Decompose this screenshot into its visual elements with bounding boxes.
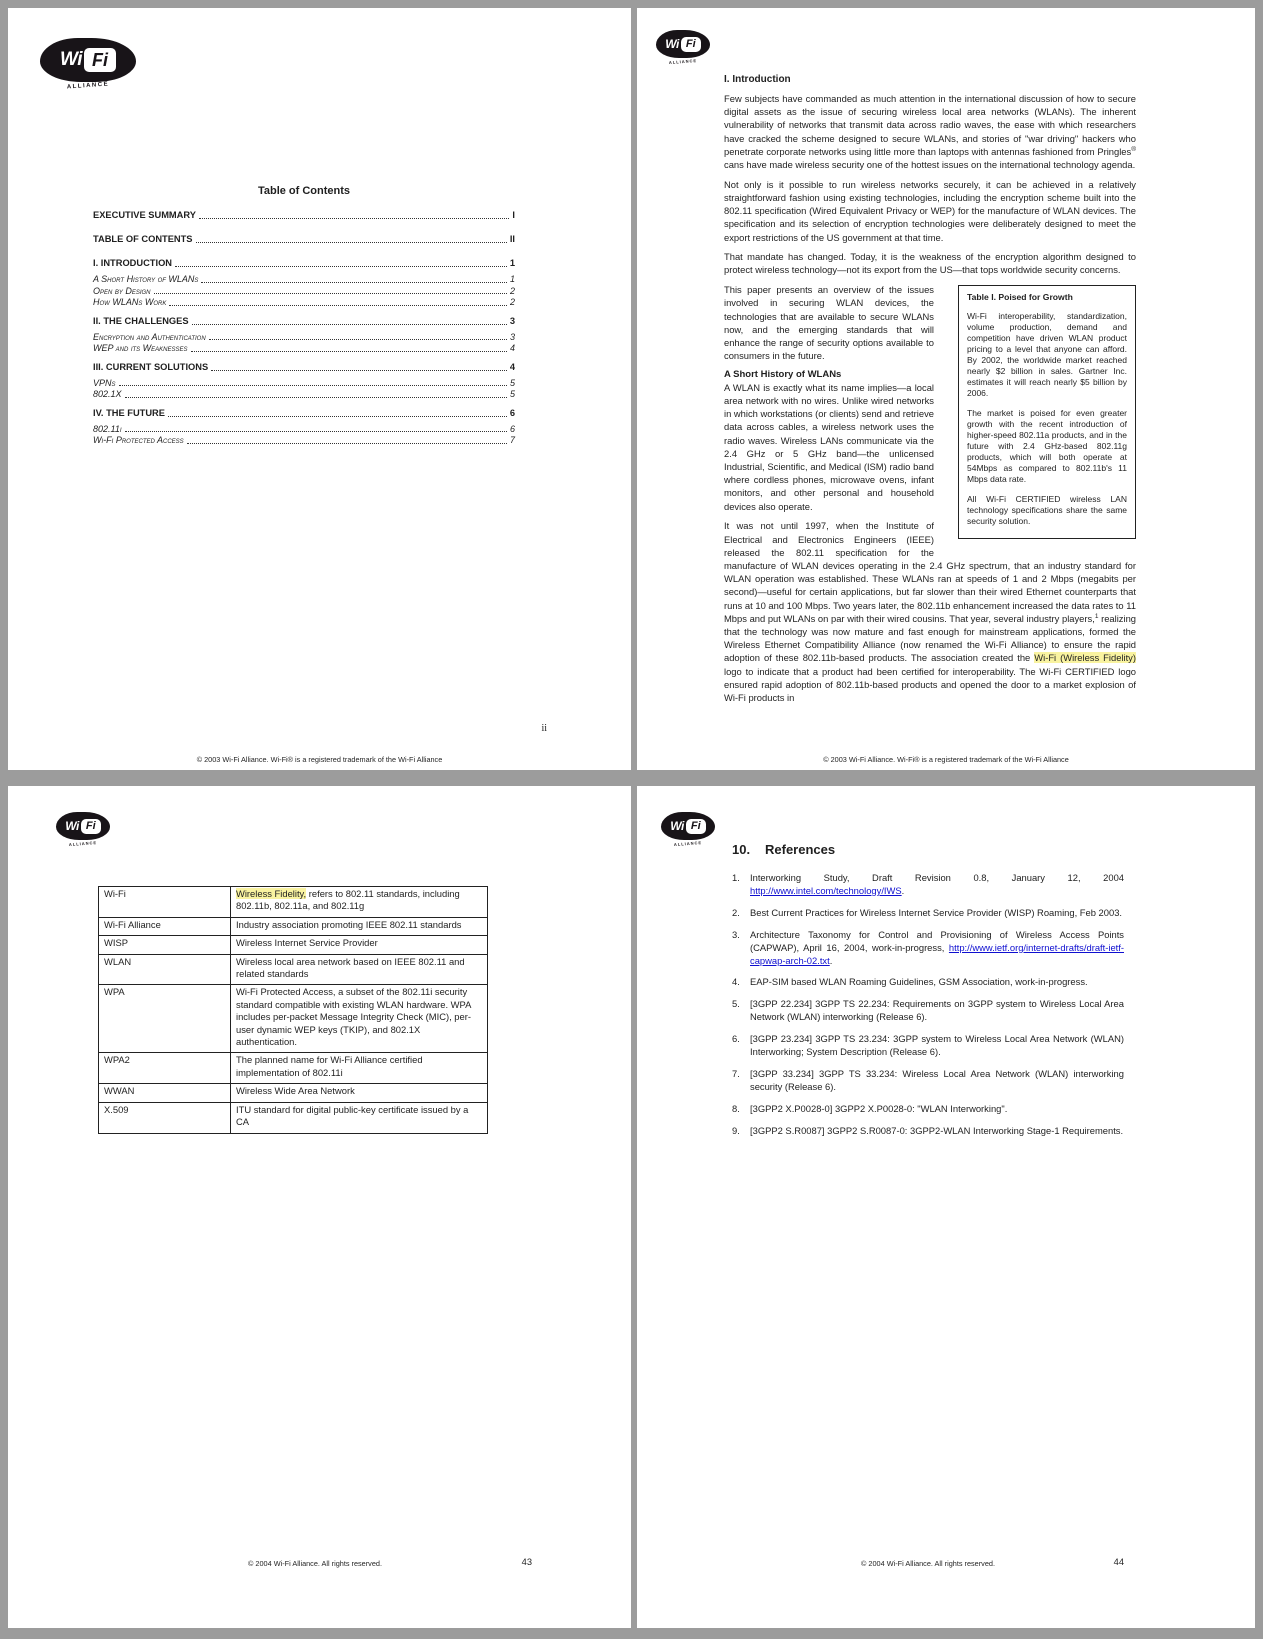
page-introduction [637, 8, 1255, 770]
glossary-definition: ITU standard for digital public-key certificate issued by a CA [231, 1102, 488, 1133]
glossary-term: WLAN [99, 954, 231, 985]
dot-leader [169, 305, 507, 306]
reference-item: 6. [3GPP 23.234] 3GPP TS 23.234: 3GPP system to Wireless Local Area Network (WLAN) Interworking; System Description (Release 6). [732, 1033, 1124, 1058]
dot-leader [201, 282, 507, 283]
reference-link[interactable]: http://www.ietf.org/internet-drafts/draft-ietf-capwap-arch-02.txt [750, 941, 1124, 966]
glossary-term: WISP [99, 936, 231, 954]
toc-entry-the-future[interactable]: IV. THE FUTURE 6 [93, 407, 515, 418]
toc-entry-encryption-authentication[interactable]: Encryption and Authentication 3 [93, 331, 515, 342]
wifi-logo-alliance-text: ALLIANCE [673, 840, 703, 847]
wifi-logo-wi: Wi [665, 37, 679, 51]
table-row [99, 887, 488, 918]
wifi-logo-fi: Fi [681, 37, 701, 52]
glossary-definition: Wi-Fi Protected Access, a subset of the 802.11i security standard compatible with existing WLAN hardware. WPA includes per-packet Message Integrity Check (MIC), per-user dynamic WEP keys (TKIP), and 802.1X authentication. [231, 985, 488, 1053]
toc-entry-how-wlans-work[interactable]: How WLANs Work 2 [93, 297, 515, 307]
toc-entry-current-solutions[interactable]: III. CURRENT SOLUTIONS 4 [93, 361, 515, 372]
table-row [99, 936, 488, 954]
dot-leader [199, 218, 509, 219]
dot-leader [125, 397, 507, 398]
table-row [99, 954, 488, 985]
sidebar-paragraph: All Wi-Fi CERTIFIED wireless LAN technology specifications share the same security solution. [967, 494, 1127, 527]
wifi-logo-alliance-text: ALLIANCE [68, 840, 98, 847]
toc-entry-wpa[interactable]: Wi-Fi Protected Access 7 [93, 435, 515, 445]
reference-item: 7. [3GPP 33.234] 3GPP TS 33.234: Wireless Local Area Network (WLAN) interworking security (Release 6). [732, 1067, 1124, 1092]
toc-entry-open-by-design[interactable]: Open by Design 2 [93, 285, 515, 296]
page-glossary [8, 786, 631, 1628]
reference-item: 3. Architecture Taxonomy for Control and Provisioning of Wireless Access Points (CAPWAP), April 16, 2004, work-in-progress, http://www.ietf.org/internet-drafts/draft-ietf-capwap-arch-02.txt. [732, 928, 1124, 966]
copyright-footer: © 2004 Wi-Fi Alliance. All rights reserved. 44 [861, 1557, 1124, 1568]
glossary-definition: Wireless local area network based on IEEE 802.11 and related standards [231, 954, 488, 985]
wifi-logo-blob [56, 812, 110, 840]
paragraph: This paper presents an overview of the issues involved in securing WLAN devices, the technologies that are available to secure WLANs now, and the emerging standards that will enhance the range of security options available to consumers in the future. [724, 284, 934, 362]
page-number: ii [541, 723, 547, 734]
paragraph: Few subjects have commanded as much attention in the international discussion of how to secure digital assets as the issue of securing wireless local area networks (WLANs). The inherent vulnerability of networks that transmit data across radio waves, the ease with which researchers have cracked the scheme designed to secure WLANs, and stories of "war driving" hackers who penetrate corporate networks using little more than laptops with antennas fashioned from Pringles® cans have made wireless security one of the hottest issues on the international technology agenda. [724, 93, 1136, 171]
paragraph: It was not until 1997, when the Institute of Electrical and Electronics Engineers (IEEE) released the 802.11 specification for the manufacture of WLAN devices operating in the 2.4 GHz spectrum, that an industry standard for WLAN operation was established. These WLANs ran at speeds of 1 and 2 Mbps (megabits per second)—useful for certain applications, but far slower than their wired Ethernet counterparts that runs at 10 and 100 Mbps. Two years later, the 802.11b enhancement increased the data rates to 11 Mbps and put WLANs on par with their wired cousins. That year, several industry players,$^1$ realizing that the technology was now mature and fast enough for mainstream applications, formed the Wireless Ethernet Compatibility Alliance (now renamed the Wi-Fi Alliance) to ensure the rapid adoption of these 802.11b-based products. The association created the Wi-Fi (Wireless Fidelity) logo to indicate that a product had been certified for interoperability. The Wi-Fi CERTIFIED logo ensured rapid adoption of 802.11b-based products and opened the door to a market explosion of Wi-Fi products in [724, 520, 1136, 704]
wifi-logo-blob [656, 30, 710, 58]
glossary-definition: Wireless Internet Service Provider [231, 936, 488, 954]
toc-entry-challenges[interactable]: II. THE CHALLENGES 3 [93, 315, 515, 326]
reference-item: 5. [3GPP 22.234] 3GPP TS 22.234: Requirements on 3GPP system to Wireless Local Area Network (WLAN) interworking (Release 6). [732, 998, 1124, 1023]
toc-entry-introduction[interactable]: I. INTRODUCTION 1 [93, 258, 515, 268]
glossary-definition: Wireless Fidelity, refers to 802.11 standards, including 802.11b, 802.11a, and 802.11g [231, 887, 488, 918]
reference-item: 1. Interworking Study, Draft Revision 0.8, January 12, 2004 http://www.intel.com/technology/IWS. [732, 872, 1124, 896]
page-number: 43 [521, 1557, 532, 1567]
subsection-heading: A Short History of WLANs [724, 368, 842, 380]
wifi-logo-wi: Wi [65, 819, 79, 833]
reference-item: 2. Best Current Practices for Wireless Internet Service Provider (WISP) Roaming, Feb 2003. [732, 906, 1123, 918]
page-table-of-contents [8, 8, 631, 770]
dot-leader [211, 370, 507, 371]
glossary-term: Wi-Fi [99, 887, 231, 918]
introduction-body [724, 74, 1136, 711]
glossary-definition: The planned name for Wi-Fi Alliance certified implementation of 802.11i [231, 1053, 488, 1084]
toc-entry-short-history[interactable]: A Short History of WLANs 1 [93, 274, 515, 284]
references-body [732, 842, 1124, 1147]
section-heading: 10. References [732, 842, 836, 857]
paragraph: Not only is it possible to run wireless networks securely, it can be achieved in a relatively straightforward fashion using existing technologies, including the encryption scheme built into the 802.11 specification (Wired Equivalent Privacy or WEP) for the manufacture of WLAN devices. The specification and its selection of encryption technologies were deliberately designed to meet the export restrictions of the US government at that time. [724, 178, 1136, 243]
page-number: 44 [1113, 1557, 1124, 1567]
page-references [637, 786, 1255, 1628]
glossary-term: X.509 [99, 1102, 231, 1133]
dot-leader [119, 385, 507, 386]
table-row [99, 1053, 488, 1084]
table-of-contents [93, 185, 515, 446]
dot-leader [192, 324, 507, 325]
toc-entry-executive-summary[interactable]: EXECUTIVE SUMMARY I [93, 210, 515, 220]
toc-entry-8021x[interactable]: 802.1X 5 [93, 389, 515, 399]
footnote-marker: 1 [1094, 612, 1099, 620]
glossary-term: Wi-Fi Alliance [99, 917, 231, 935]
wifi-alliance-logo [40, 38, 136, 89]
copyright-footer: © 2004 Wi-Fi Alliance. All rights reserved. 43 [248, 1557, 532, 1568]
toc-entry-wep-weaknesses[interactable]: WEP and its Weaknesses 4 [93, 343, 515, 353]
paragraph: A WLAN is exactly what its name implies—a local area network with no wires. Unlike wired networks in which workstations (or clients) send and retrieve data across cables, a wireless network uses the radio waves. Wireless LANs communicate via the 2.4 GHz or 5 GHz band—the unlicensed Industrial, Scientific, and Medical (ISM) radio band where cordless phones, microwave ovens, infant monitors, and other personal and household devices also operate. [724, 381, 934, 512]
reference-item: 4. EAP-SIM based WLAN Roaming Guidelines, GSM Association, work-in-progress. [732, 976, 1088, 988]
table-row [99, 1084, 488, 1102]
dot-leader [209, 339, 507, 340]
dot-leader [154, 293, 507, 294]
toc-title: Table of Contents [257, 185, 351, 197]
wifi-alliance-logo [56, 812, 110, 846]
toc-entry-table-of-contents[interactable]: TABLE OF CONTENTS II [93, 234, 515, 244]
highlighted-text: Wireless Fidelity, [236, 888, 307, 899]
copyright-footer: © 2003 Wi-Fi Alliance. Wi-Fi® is a registered trademark of the Wi-Fi Alliance [196, 755, 443, 764]
toc-entries [93, 209, 515, 446]
reference-item: 9. [3GPP2 S.R0087] 3GPP2 S.R0087-0: 3GPP2-WLAN Interworking Stage-1 Requirements. [732, 1124, 1124, 1136]
dot-leader [187, 443, 507, 444]
glossary-definition: Industry association promoting IEEE 802.11 standards [231, 917, 488, 935]
wifi-alliance-logo [661, 812, 715, 846]
table-row [99, 985, 488, 1053]
highlighted-text: Wi-Fi (Wireless Fidelity) [1034, 652, 1136, 664]
table-row [99, 1102, 488, 1133]
wifi-logo-fi: Fi [84, 48, 116, 72]
reference-link[interactable]: http://www.intel.com/technology/IWS [750, 884, 902, 896]
poised-for-growth-table [958, 285, 1136, 539]
registered-mark: ® [1131, 145, 1136, 153]
sidebar-paragraph: Wi-Fi interoperability, standardization, volume production, demand and competition have driven WLAN product pricing to a level that anyone can afford. By 2002, the worldwide market reached nearly $2 billion in sales. Gartner Inc. estimates it will reach nearly $5 billion by 2006. [967, 311, 1127, 399]
sidebar-paragraph: The market is poised for even greater growth with the recent introduction of higher-speed 802.11a products, and in the future with 2.4 GHz-based 802.11g products, which will both operate at 54Mbps as compared to 802.11b's 11 Mbps data rate. [967, 408, 1127, 485]
dot-leader [125, 431, 507, 432]
wifi-logo-wi: Wi [59, 49, 83, 70]
table-row [99, 917, 488, 935]
wifi-logo-wi: Wi [670, 819, 684, 833]
wifi-logo-blob [40, 38, 136, 82]
wifi-logo-blob [661, 812, 715, 840]
section-heading: I. Introduction [724, 74, 791, 85]
wifi-logo-fi: Fi [81, 819, 101, 834]
wifi-alliance-logo [656, 30, 710, 64]
dot-leader [175, 266, 507, 267]
glossary-term: WWAN [99, 1084, 231, 1102]
sidebar-title: Table I. Poised for Growth [967, 292, 1073, 303]
copyright-footer: © 2003 Wi-Fi Alliance. Wi-Fi® is a registered trademark of the Wi-Fi Alliance [823, 755, 1069, 764]
glossary-definition: Wireless Wide Area Network [231, 1084, 488, 1102]
reference-item: 8. [3GPP2 X.P0028-0] 3GPP2 X.P0028-0: "WLAN Interworking". [732, 1102, 1008, 1114]
dot-leader [168, 416, 507, 417]
glossary-term: WPA [99, 985, 231, 1053]
toc-entry-vpns[interactable]: VPNs 5 [93, 377, 515, 388]
toc-entry-80211i[interactable]: 802.11i 6 [93, 423, 515, 434]
wifi-logo-fi: Fi [686, 819, 706, 834]
wifi-logo-alliance-text: ALLIANCE [66, 81, 110, 91]
wifi-logo-alliance-text: ALLIANCE [668, 58, 698, 65]
dot-leader [196, 242, 507, 243]
paragraph: That mandate has changed. Today, it is the weakness of the encryption algorithm designed to protect wireless technology—not its export from the US—that tops worldwide security concerns. [724, 251, 1136, 276]
dot-leader [191, 351, 507, 352]
glossary-table [98, 886, 488, 1134]
glossary-term: WPA2 [99, 1053, 231, 1084]
